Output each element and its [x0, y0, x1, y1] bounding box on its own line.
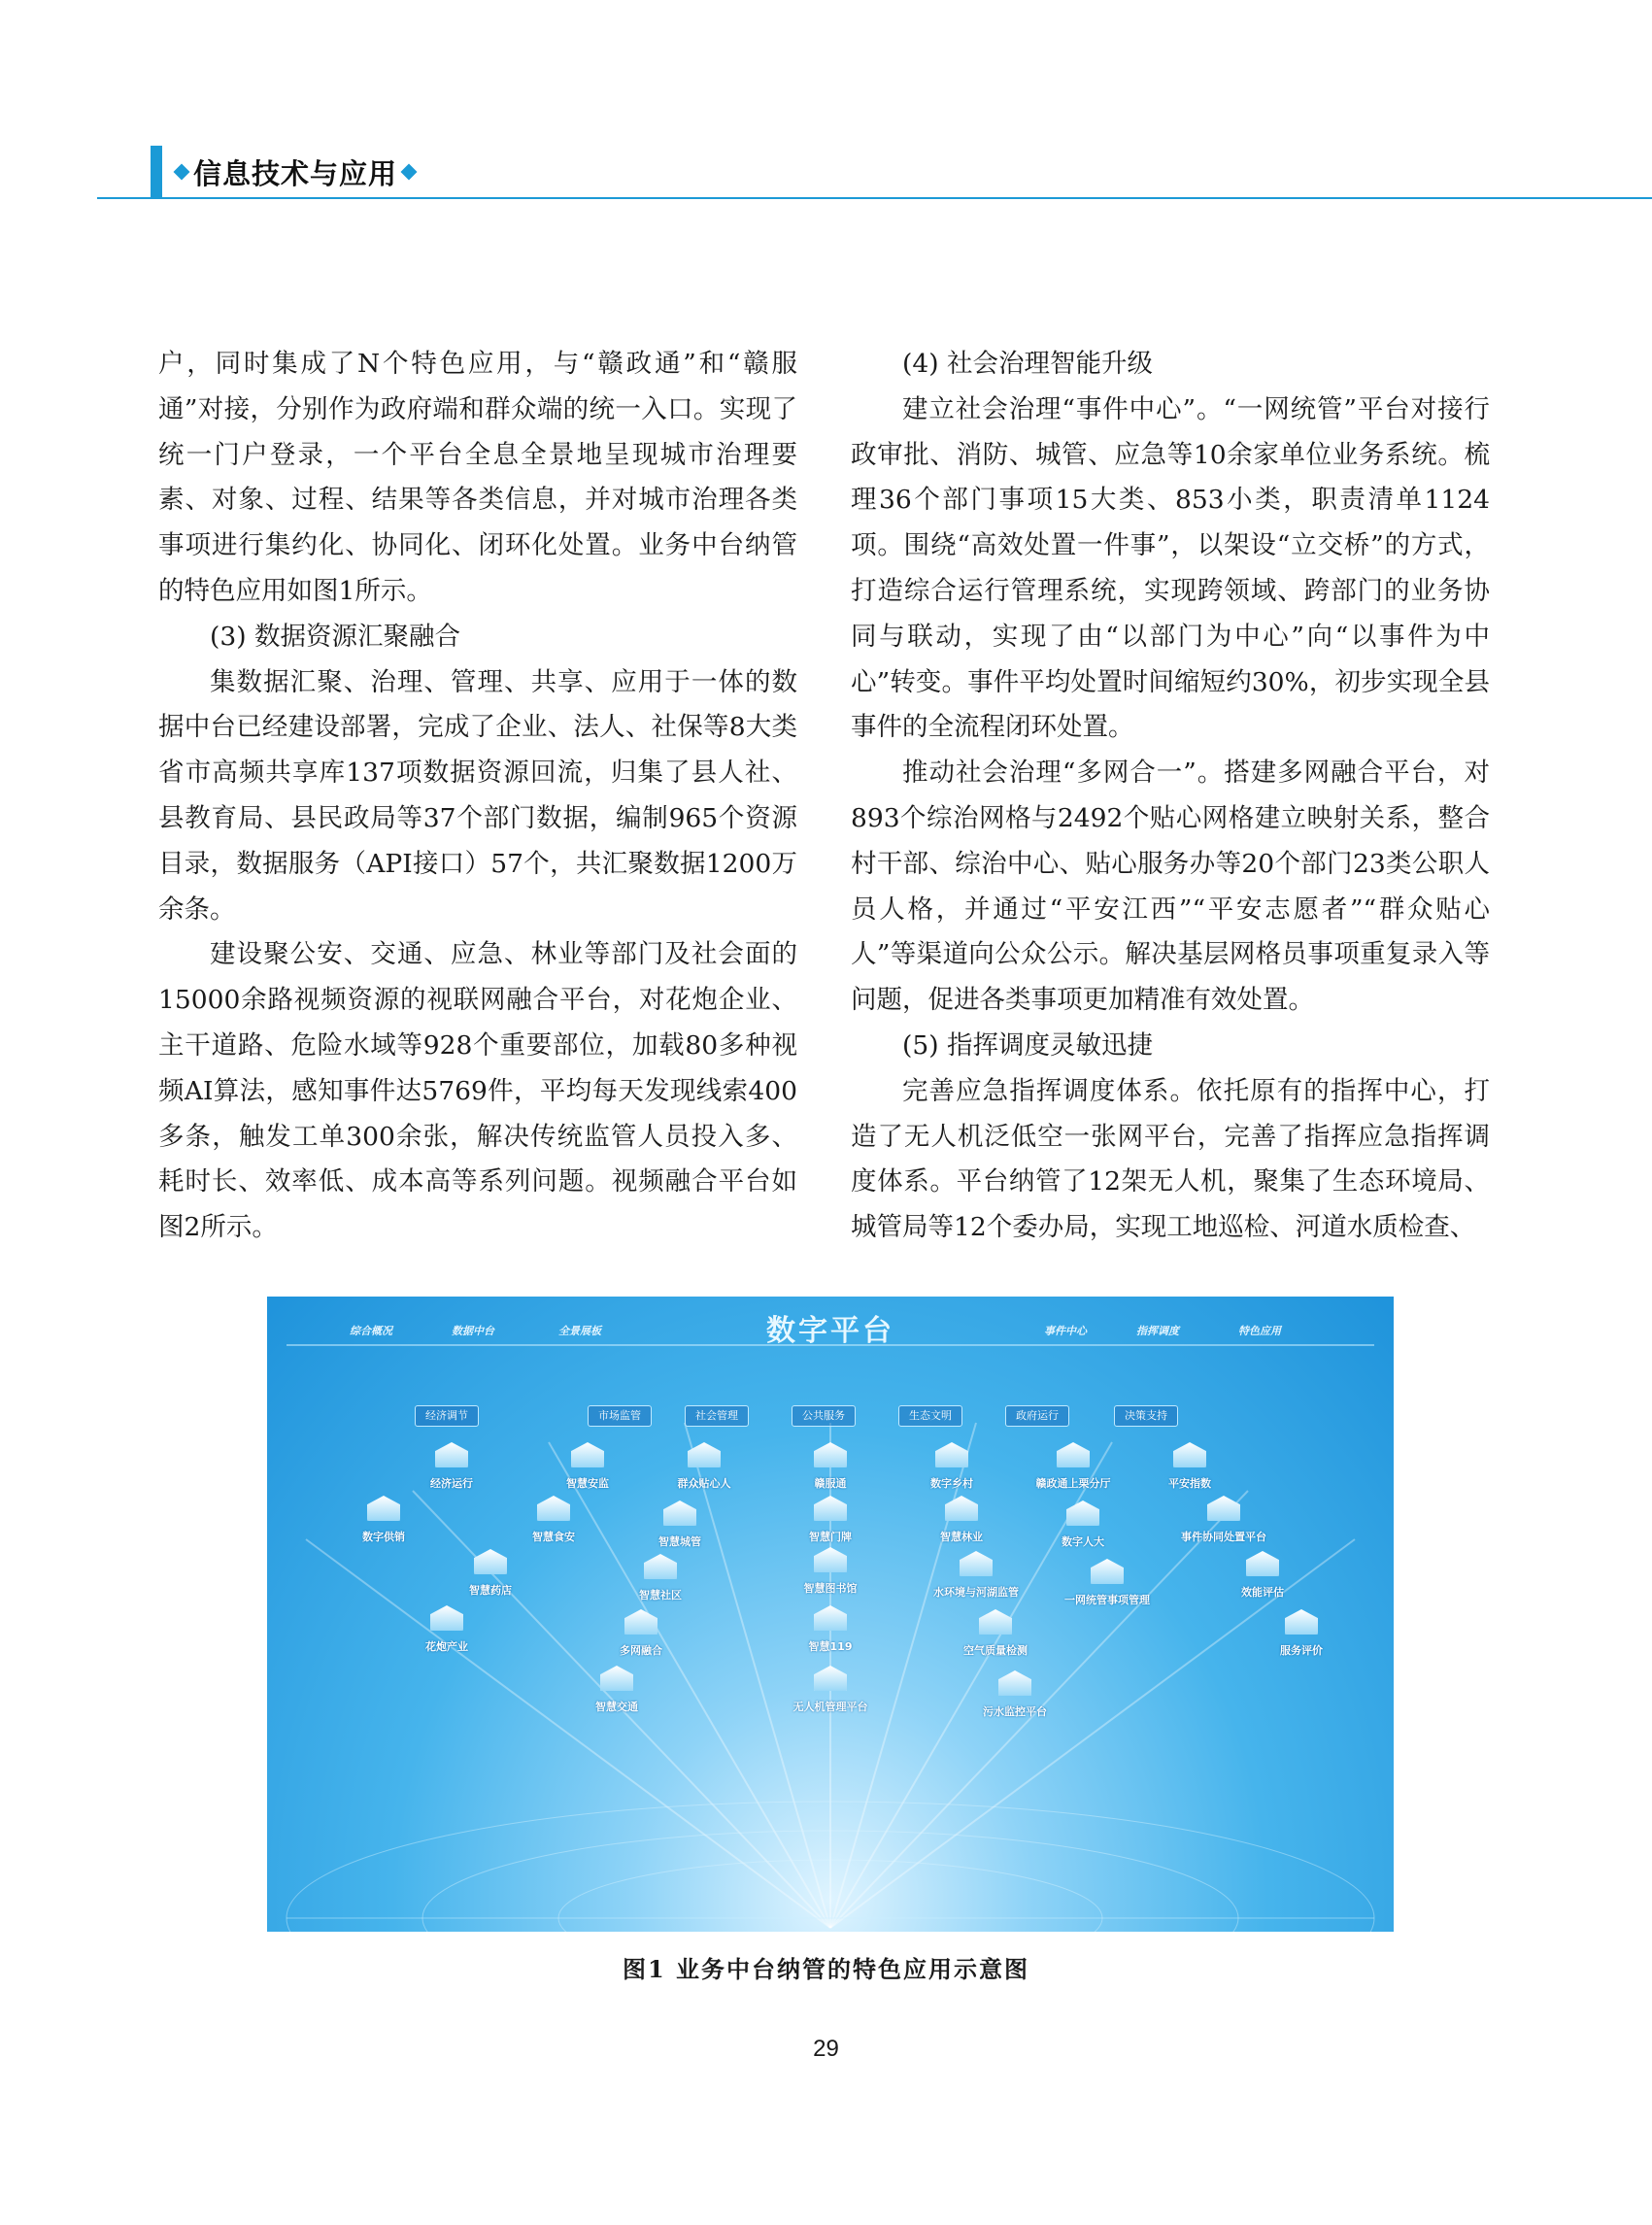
app-label: 事件协同处置平台 [1181, 1531, 1266, 1543]
category-tab[interactable]: 社会管理 [685, 1405, 749, 1427]
app-tile[interactable] [782, 1666, 879, 1714]
nav-item[interactable]: 综合概况 [350, 1325, 392, 1337]
drone-icon [814, 1666, 847, 1691]
section-heading: (4) 社会治理智能升级 [902, 349, 1153, 379]
fireworks-icon [430, 1605, 463, 1631]
app-label: 智慧门牌 [809, 1531, 852, 1543]
building-icon [688, 1442, 721, 1467]
building-icon [935, 1442, 968, 1467]
building-icon [537, 1496, 570, 1521]
building-icon [644, 1554, 677, 1579]
building-icon [1173, 1442, 1206, 1467]
building-icon [435, 1442, 468, 1467]
app-label: 智慧社区 [639, 1589, 682, 1601]
category-tab[interactable]: 经济调节 [415, 1405, 479, 1427]
app-label: 赣服通 [814, 1477, 847, 1490]
app-tile[interactable] [1175, 1496, 1272, 1544]
building-icon [1057, 1442, 1090, 1467]
category-tab[interactable]: 生态文明 [898, 1405, 962, 1427]
app-label: 智慧119 [808, 1640, 853, 1653]
app-tile[interactable] [1141, 1442, 1238, 1491]
nav-item[interactable]: 特色应用 [1238, 1325, 1281, 1337]
app-label: 无人机管理平台 [792, 1701, 868, 1713]
nav-item[interactable]: 指挥调度 [1136, 1325, 1179, 1337]
app-label: 智慧图书馆 [803, 1582, 858, 1595]
paragraph: 集数据汇聚、治理、管理、共享、应用于一体的数据中台已经建设部署，完成了企业、法人、社保等8大类省市高频共享库137项数据资源回流，归集了县人社、县教育局、县民政局等37个部门数据，编制965个资源目录，数据服务（API接口）57个，共汇聚数据1200万余条。 [158, 666, 797, 925]
app-tile[interactable] [1025, 1442, 1122, 1491]
app-tile[interactable] [442, 1549, 539, 1598]
app-tile[interactable] [592, 1609, 690, 1658]
app-tile[interactable] [903, 1442, 1000, 1491]
app-tile[interactable] [1059, 1559, 1156, 1607]
app-label: 智慧交通 [595, 1701, 638, 1713]
app-label: 智慧城管 [658, 1535, 701, 1548]
app-label: 一网统管事项管理 [1064, 1594, 1150, 1606]
journal-section-title: 信息技术与应用 [193, 156, 398, 190]
app-label: 智慧林业 [940, 1531, 983, 1543]
building-icon [814, 1442, 847, 1467]
fire-icon [814, 1605, 847, 1631]
building-icon [571, 1442, 604, 1467]
app-label: 多网融合 [620, 1644, 662, 1657]
app-label: 污水监控平台 [983, 1705, 1047, 1718]
category-tab[interactable]: 市场监管 [588, 1405, 652, 1427]
paragraph: 完善应急指挥调度体系。依托原有的指挥中心，打造了无人机泛低空一张网平台，完善了指挥应急指挥调度体系。平台纳管了12架无人机，聚集了生态环境局、城管局等12个委办局，实现工地巡检、河道水质检查、 [851, 1075, 1490, 1243]
app-tile[interactable] [947, 1609, 1044, 1658]
building-icon [624, 1609, 657, 1635]
building-icon [600, 1666, 633, 1691]
app-label: 服务评价 [1280, 1644, 1323, 1657]
building-icon [474, 1549, 507, 1574]
app-label: 效能评估 [1241, 1586, 1284, 1599]
app-label: 数字乡村 [930, 1477, 973, 1490]
diamond-icon [401, 164, 418, 181]
app-tile[interactable] [782, 1496, 879, 1544]
app-tile[interactable] [631, 1500, 728, 1549]
app-tile[interactable] [612, 1554, 709, 1602]
building-icon [814, 1547, 847, 1572]
app-tile[interactable] [1214, 1551, 1311, 1600]
category-tab[interactable]: 公共服务 [792, 1405, 856, 1427]
building-icon [945, 1496, 978, 1521]
app-tile[interactable] [568, 1666, 665, 1714]
category-tab[interactable]: 决策支持 [1114, 1405, 1178, 1427]
building-icon [979, 1609, 1012, 1635]
app-tile[interactable] [656, 1442, 753, 1491]
app-tile[interactable] [398, 1605, 495, 1654]
app-label: 水环境与河湖监管 [933, 1586, 1019, 1599]
left-column [158, 342, 797, 1251]
app-tile[interactable] [913, 1496, 1010, 1544]
app-tile[interactable] [1253, 1609, 1350, 1658]
app-label: 经济运行 [430, 1477, 473, 1490]
building-icon [814, 1496, 847, 1521]
figure-digital-platform [267, 1297, 1394, 1932]
building-icon [1246, 1551, 1279, 1576]
app-tile[interactable] [1034, 1500, 1131, 1549]
document-icon [1285, 1609, 1318, 1635]
paragraph: 建立社会治理“事件中心”。“一网统管”平台对接行政审批、消防、城管、应急等10余家单位业务系统。梳理36个部门事项15大类、853小类，职责清单1124项。围绕“高效处置一件事”，以架设“立交桥”的方式，打造综合运行管理系统，实现跨领域、跨部门的业务协同与联动，实现了由“以部门为中心”向“以事件为中心”转变。事件平均处置时间缩短约30%，初步实现全县事件的全流程闭环处置。 [851, 393, 1490, 743]
category-tab[interactable]: 政府运行 [1005, 1405, 1069, 1427]
diamond-icon [174, 164, 190, 181]
app-tile[interactable] [539, 1442, 636, 1491]
nav-item[interactable]: 全景展板 [558, 1325, 601, 1337]
app-label: 智慧药店 [469, 1584, 512, 1597]
app-tile[interactable] [966, 1670, 1063, 1719]
app-label: 数字人大 [1062, 1535, 1104, 1548]
app-label: 平安指数 [1168, 1477, 1211, 1490]
right-column [851, 342, 1490, 1251]
building-icon [1207, 1496, 1240, 1521]
app-label: 智慧安监 [566, 1477, 609, 1490]
header-accent-bar [151, 146, 162, 198]
header-rule [97, 197, 1652, 199]
app-tile[interactable] [782, 1442, 879, 1491]
app-label: 花炮产业 [425, 1640, 468, 1653]
section-heading: (3) 数据资源汇聚融合 [210, 621, 460, 652]
running-header [151, 146, 421, 198]
nav-item[interactable]: 事件中心 [1044, 1325, 1087, 1337]
app-label: 空气质量检测 [963, 1644, 1028, 1657]
paragraph: 户，同时集成了N个特色应用，与“赣政通”和“赣服通”对接，分别作为政府端和群众端的统一入口。实现了统一门户登录，一个平台全息全景地呈现城市治理要素、对象、过程、结果等各类信息，并对城市治理各类事项进行集约化、协同化、闭环化处置。业务中台纳管的特色应用如图1所示。 [158, 349, 797, 606]
app-tile[interactable] [782, 1605, 879, 1654]
app-label: 赣政通上栗分厅 [1035, 1477, 1111, 1490]
building-icon [960, 1551, 993, 1576]
section-heading: (5) 指挥调度灵敏迅捷 [902, 1029, 1153, 1061]
nav-item[interactable]: 数据中台 [452, 1325, 494, 1337]
app-tile[interactable] [505, 1496, 602, 1544]
app-tile[interactable] [927, 1551, 1025, 1600]
app-label: 智慧食安 [532, 1531, 575, 1543]
page-number: 29 [813, 2036, 839, 2062]
app-label: 数字供销 [362, 1531, 405, 1543]
building-icon [367, 1496, 400, 1521]
app-tile[interactable] [403, 1442, 500, 1491]
figure-caption: 图1 业务中台纳管的特色应用示意图 [622, 1955, 1030, 1983]
building-icon [998, 1670, 1031, 1696]
paragraph: 推动社会治理“多网合一”。搭建多网融合平台，对893个综治网格与2492个贴心网格建立映射关系，整合村干部、综治中心、贴心服务办等20个部门23类公职人员人格，并通过“平安江西”“平安志愿者”“群众贴心人”等渠道向公众公示。解决基层网格员事项重复录入等问题，促进各类事项更加精准有效处置。 [851, 758, 1490, 1016]
figure-title: 数字平台 [766, 1314, 894, 1348]
app-tile[interactable] [335, 1496, 432, 1544]
building-icon [663, 1500, 696, 1526]
building-icon [1091, 1559, 1124, 1584]
building-icon [1066, 1500, 1099, 1526]
paragraph: 建设聚公安、交通、应急、林业等部门及社会面的15000余路视频资源的视联网融合平台，对花炮企业、主干道路、危险水域等928个重要部位，加载80多种视频AI算法，感知事件达5769件，平均每天发现线索400多条，触发工单300余张，解决传统监管人员投入多、耗时长、效率低、成本高等系列问题。视频融合平台如图2所示。 [158, 939, 797, 1243]
app-tile[interactable] [782, 1547, 879, 1596]
app-label: 群众贴心人 [677, 1477, 731, 1490]
